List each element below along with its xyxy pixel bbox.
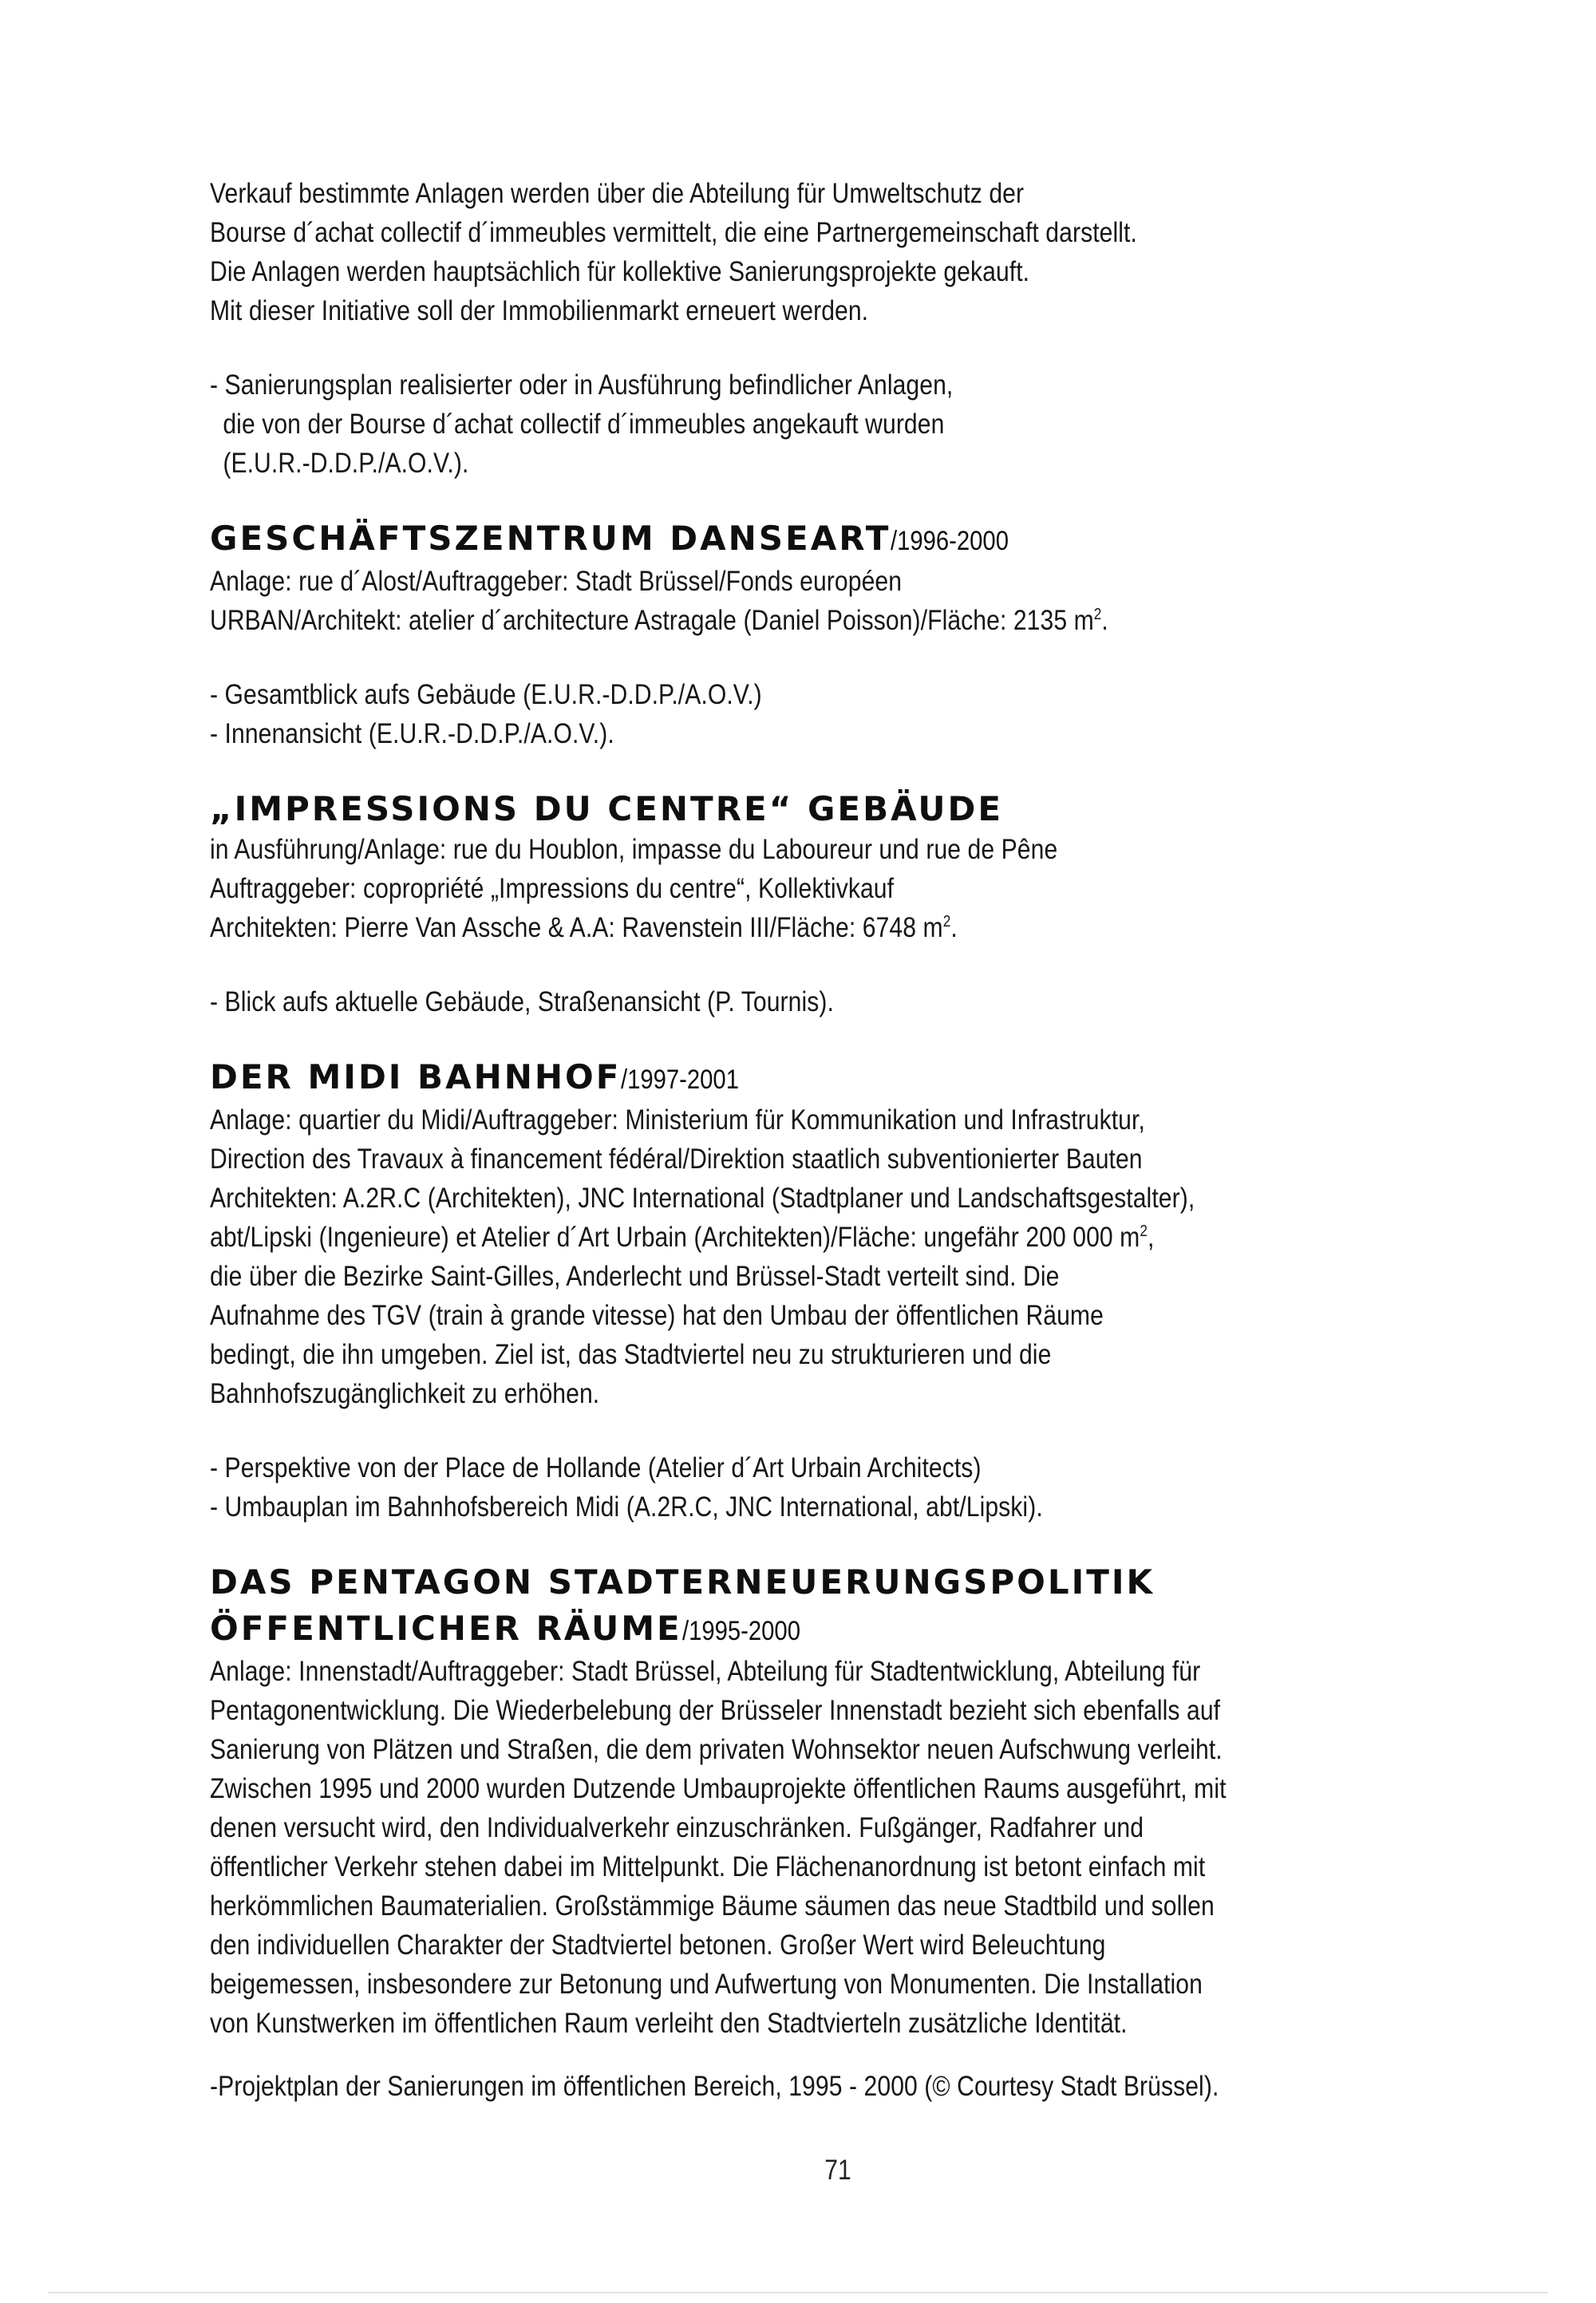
text-line-area [210, 1218, 1219, 1257]
text-line: Auftraggeber: copropriété „Impressions du centre“, Kollektivkauf [210, 873, 895, 904]
text-line: Bourse d´achat collectif d´immeubles vermittelt, die eine Partnergemeinschaft darstellt. [210, 217, 1137, 248]
caption-line: - Sanierungsplan realisierter oder in Ausführung befindlicher Anlagen, [210, 369, 954, 401]
text-line: in Ausführung/Anlage: rue du Houblon, impasse du Laboureur und rue de Pêne [210, 834, 1058, 865]
superscript: 2 [1093, 606, 1102, 623]
punctuation: , [1148, 1222, 1155, 1253]
text-line: Direction des Travaux à financement fédéral/Direktion staatlich subventionierter Bauten [210, 1144, 1143, 1175]
text-line: Bahnhofszugänglichkeit zu erhöhen. [210, 1378, 600, 1409]
caption-line: - Umbauplan im Bahnhofsbereich Midi (A.2R.C, JNC International, abt/Lipski). [210, 1491, 1043, 1523]
superscript: 2 [942, 913, 951, 930]
text-line: von Kunstwerken im öffentlichen Raum verleiht den Stadtvierteln zusätzliche Identität. [210, 2008, 1128, 2039]
heading-years: /1996-2000 [891, 526, 1009, 556]
text-line: Sanierung von Plätzen und Straßen, die dem privaten Wohnsektor neuen Aufschwung verleiht. [210, 1734, 1223, 1765]
text-line-body: URBAN/Architekt: atelier d´architecture Astragale (Daniel Poisson)/Fläche: 2135 m [210, 605, 1094, 636]
heading-title: DER MIDI BAHNHOF [210, 1057, 622, 1096]
heading-title: DAS PENTAGON STADTERNEUERUNGSPOLITIK [210, 1562, 1156, 1602]
heading-title: „IMPRESSIONS DU CENTRE“ GEBÄUDE [210, 789, 1004, 828]
punctuation: . [1101, 605, 1108, 636]
heading-years: /1995-2000 [681, 1616, 800, 1646]
text-line: Pentagonentwicklung. Die Wiederbelebung der Brüsseler Innenstadt bezieht sich ebenfalls auf [210, 1695, 1221, 1726]
text-line: die über die Bezirke Saint-Gilles, Anderlecht und Brüssel-Stadt verteilt sind. Die [210, 1261, 1060, 1292]
caption-line: - Perspektive von der Place de Hollande (Atelier d´Art Urbain Architects) [210, 1452, 982, 1483]
caption-line: die von der Bourse d´achat collectif d´immeubles angekauft wurden [223, 409, 945, 440]
heading-years: /1997-2001 [621, 1065, 740, 1095]
text-line: Aufnahme des TGV (train à grande vitesse) hat den Umbau der öffentlichen Räume [210, 1300, 1104, 1331]
intro-caption [210, 365, 1383, 483]
caption-line: - Innenansicht (E.U.R.-D.D.P./A.O.V.). [210, 718, 614, 749]
section-heading-danseart [210, 518, 1383, 562]
caption-line: - Gesamtblick aufs Gebäude (E.U.R.-D.D.P./A.O.V.) [210, 679, 762, 710]
text-line: Architekten: A.2R.C (Architekten), JNC International (Stadtplaner und Landschaftsgestalter), [210, 1183, 1195, 1214]
text-line: Anlage: Innenstadt/Auftraggeber: Stadt Brüssel, Abteilung für Stadtentwicklung, Abteilung für [210, 1656, 1201, 1687]
section-heading-impressions [210, 788, 1383, 830]
text-line-area [210, 908, 1219, 947]
text-line: öffentlicher Verkehr stehen dabei im Mittelpunkt. Die Flächenanordnung ist betont einfach mit [210, 1851, 1206, 1882]
superscript: 2 [1140, 1223, 1148, 1240]
section-heading-pentagon [210, 1562, 1383, 1603]
text-line-area [210, 601, 1219, 640]
scan-edge-line [48, 2292, 1548, 2293]
punctuation: . [950, 912, 958, 943]
text-line-body: abt/Lipski (Ingenieure) et Atelier d´Art Urbain (Architekten)/Fläche: ungefähr 200 000 m [210, 1222, 1140, 1253]
caption-line: -Projektplan der Sanierungen im öffentlichen Bereich, 1995 - 2000 (© Courtesy Stadt Brüssel). [210, 2071, 1219, 2102]
caption-line: (E.U.R.-D.D.P./A.O.V.). [223, 448, 469, 479]
text-line: beigemessen, insbesondere zur Betonung und Aufwertung von Monumenten. Die Installation [210, 1969, 1203, 2000]
page-number: 71 [824, 2155, 851, 2186]
text-line: denen versucht wird, den Individualverkehr einzuschränken. Fußgänger, Radfahrer und [210, 1812, 1144, 1843]
text-line: Zwischen 1995 und 2000 wurden Dutzende Umbauprojekte öffentlichen Raums ausgeführt, mit [210, 1773, 1227, 1804]
intro-paragraph [210, 174, 1383, 330]
page-content [210, 174, 1383, 2106]
text-line-body: Architekten: Pierre Van Assche & A.A: Ravenstein III/Fläche: 6748 m [210, 912, 943, 943]
text-line: Anlage: rue d´Alost/Auftraggeber: Stadt Brüssel/Fonds européen [210, 566, 903, 597]
text-line: Verkauf bestimmte Anlagen werden über die Abteilung für Umweltschutz der [210, 178, 1025, 209]
text-line: Anlage: quartier du Midi/Auftraggeber: Ministerium für Kommunikation und Infrastruktur, [210, 1104, 1145, 1136]
heading-title: ÖFFENTLICHER RÄUME [210, 1609, 682, 1648]
text-line: den individuellen Charakter der Stadtviertel betonen. Großer Wert wird Beleuchtung [210, 1930, 1106, 1961]
caption-line: - Blick aufs aktuelle Gebäude, Straßenansicht (P. Tournis). [210, 986, 834, 1017]
text-line: herkömmlichen Baumaterialien. Großstämmige Bäume säumen das neue Stadtbild und sollen [210, 1890, 1215, 1922]
section-heading-midi [210, 1057, 1383, 1100]
heading-title: GESCHÄFTSZENTRUM DANSEART [210, 519, 891, 558]
text-line: Mit dieser Initiative soll der Immobilienmarkt erneuert werden. [210, 295, 869, 326]
text-line: bedingt, die ihn umgeben. Ziel ist, das Stadtviertel neu zu strukturieren und die [210, 1339, 1052, 1370]
section-heading-pentagon-2 [210, 1608, 1383, 1652]
text-line: Die Anlagen werden hauptsächlich für kollektive Sanierungsprojekte gekauft. [210, 256, 1030, 287]
